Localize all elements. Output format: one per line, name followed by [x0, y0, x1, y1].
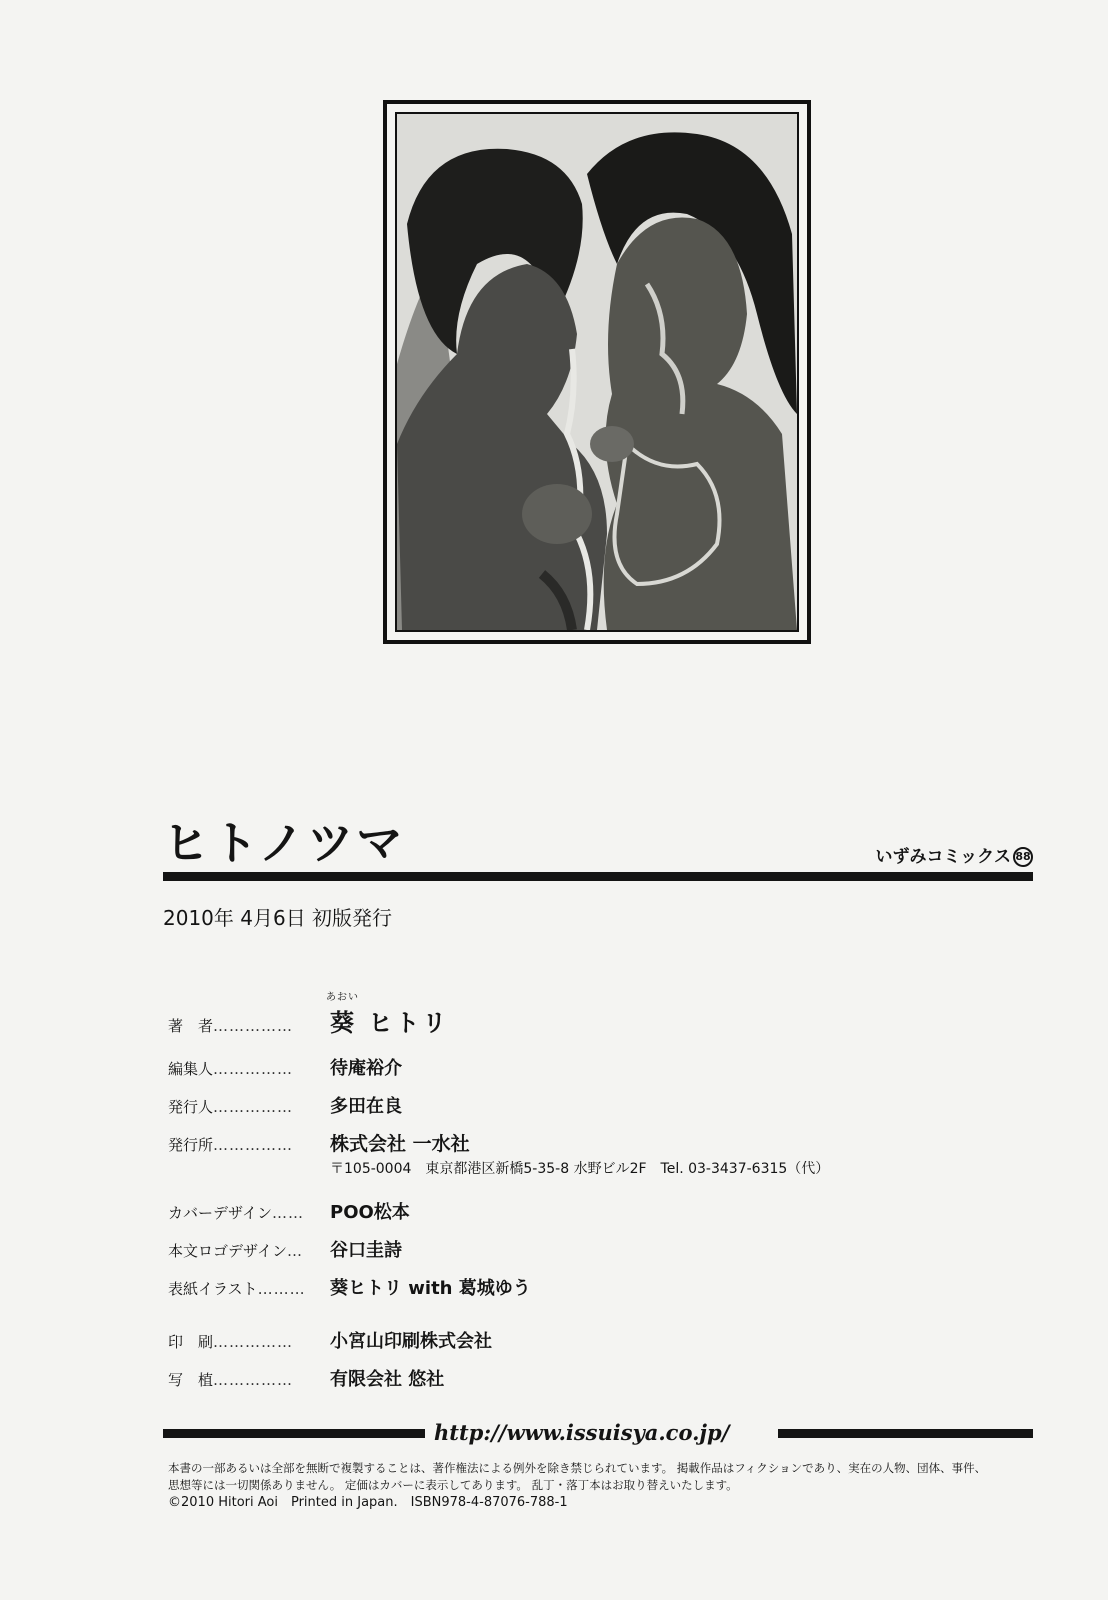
credit-logo-design — [168, 1236, 402, 1262]
notice-line: 本書の一部あるいは全部を無断で複製することは、著作権法による例外を除き禁じられています。 掲載作品はフィクションであり、実在の人物、団体、事件、 — [168, 1461, 987, 1475]
credit-typesetting — [168, 1365, 444, 1391]
credit-publisher — [168, 1129, 470, 1156]
credit-label: 発行人…………… — [168, 1098, 294, 1116]
credit-label: 著 者…………… — [168, 1017, 294, 1035]
copyright-notice — [168, 1460, 1048, 1511]
credit-label: 編集人…………… — [168, 1060, 294, 1078]
publisher-address: 〒105-0004 東京都港区新橋5-35-8 水野ビル2F Tel. 03-3437-6315（代） — [330, 1161, 830, 1177]
series-label — [876, 847, 1034, 867]
credit-editor — [168, 1054, 402, 1080]
credit-cover-design — [168, 1198, 410, 1224]
author-ruby: あおい — [326, 992, 359, 1003]
series-number: 88 — [1013, 847, 1033, 867]
url-rule-left — [163, 1429, 425, 1438]
credit-value: POO松本 — [330, 1202, 410, 1223]
credit-printing — [168, 1327, 492, 1353]
illustration-frame — [383, 100, 811, 644]
cover-illustration — [395, 112, 799, 632]
credit-label: 印 刷…………… — [168, 1333, 294, 1351]
credit-value: 待庵裕介 — [330, 1058, 402, 1079]
credit-label: 本文ロゴデザイン… — [168, 1242, 303, 1260]
credit-publisher-person — [168, 1092, 402, 1118]
publication-date: 2010年 4月6日 初版発行 — [163, 906, 393, 930]
credit-label: カバーデザイン…… — [168, 1204, 304, 1222]
credit-value: 葵 ヒトリ — [330, 1009, 450, 1037]
credit-label: 表紙イラスト……… — [168, 1280, 306, 1298]
url-rule-right — [778, 1429, 1033, 1438]
credit-value: 谷口圭詩 — [330, 1240, 402, 1261]
credit-value: 小宮山印刷株式会社 — [330, 1331, 492, 1352]
credit-value: 株式会社 一水社 — [330, 1133, 470, 1155]
credit-cover-illust — [168, 1274, 531, 1300]
credit-value: 有限会社 悠社 — [330, 1369, 445, 1390]
notice-line: 思想等には一切関係ありません。 定価はカバーに表示してあります。 乱丁・落丁本はお取り替えいたします。 — [168, 1478, 738, 1492]
credit-value: 葵ヒトリ with 葛城ゆう — [330, 1278, 531, 1299]
title-rule — [163, 872, 1033, 881]
credit-value: 多田在良 — [330, 1096, 402, 1117]
book-title: ヒトノツマ — [163, 816, 406, 870]
publisher-url[interactable]: http://www.issuisya.co.jp/ — [434, 1420, 730, 1445]
credit-label: 発行所…………… — [168, 1136, 294, 1154]
credit-author — [168, 1003, 449, 1038]
notice-line: ©2010 Hitori Aoi Printed in Japan. ISBN978-4-87076-788-1 — [168, 1495, 568, 1510]
credit-label: 写 植…………… — [168, 1371, 294, 1389]
illustration-artwork — [397, 114, 797, 630]
series-name: いずみコミックス — [875, 847, 1011, 867]
